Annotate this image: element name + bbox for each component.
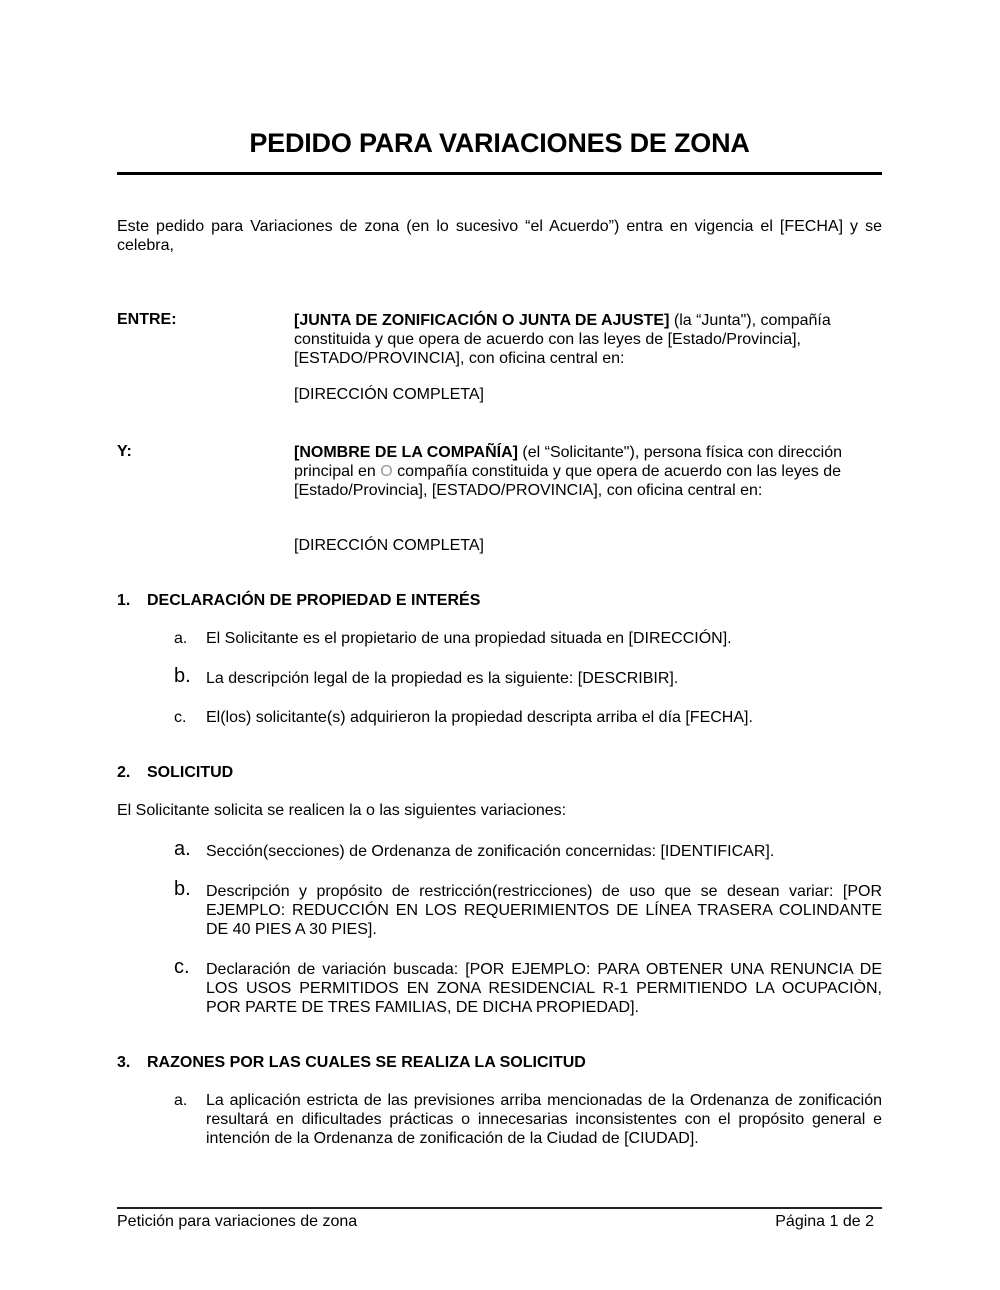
title-divider [117, 172, 882, 175]
footer-document-name: Petición para variaciones de zona [117, 1213, 358, 1230]
section-1-heading [117, 592, 480, 610]
footer-divider [117, 1207, 882, 1209]
party-y-name: [NOMBRE DE LA COMPAÑÍA] [294, 444, 518, 461]
section-1-number: 1. [117, 592, 131, 609]
item-letter: c. [174, 709, 187, 726]
document-title: PEDIDO PARA VARIACIONES DE ZONA [249, 128, 750, 158]
item-letter: c. [174, 956, 190, 978]
party-entre-line3: [ESTADO/PROVINCIA], con oficina central en: [294, 350, 625, 367]
party-label-entre: ENTRE: [117, 311, 177, 328]
section-3-number: 3. [117, 1054, 131, 1071]
party-y-address: [DIRECCIÓN COMPLETA] [294, 537, 484, 554]
party-y-line2-post: compañía constituida y que opera de acuerdo con las leyes de [392, 463, 842, 480]
party-entre-name: [JUNTA DE ZONIFICACIÓN O JUNTA DE AJUSTE] [294, 312, 670, 329]
section-1-title: DECLARACIÓN DE PROPIEDAD E INTERÉS [147, 592, 481, 609]
party-y-line3: [Estado/Provincia], [ESTADO/PROVINCIA], con oficina central en: [294, 482, 763, 499]
party-y-body [294, 443, 874, 500]
section-2-item-b [174, 878, 882, 939]
party-entre-body [294, 311, 874, 368]
intro-paragraph: Este pedido para Variaciones de zona (en lo sucesivo “el Acuerdo”) entra en vigencia el [FECHA] y se celebra, [117, 218, 882, 254]
item-letter: b. [174, 665, 191, 687]
item-text: La descripción legal de la propiedad es la siguiente: [DESCRIBIR]. [206, 670, 679, 687]
option-marker: O [380, 463, 393, 480]
item-text: Declaración de variación buscada: [POR EJEMPLO: PARA OBTENER UNA RENUNCIA DE LOS USOS PERMITIDOS EN ZONA RESIDENCIAL R-1 PERMITIENDO LA OCUPACIÒN, POR PARTE DE TRES FAMILIAS, DE DICHA PROPIEDAD]. [206, 961, 882, 1016]
party-entre-line2: constituida y que opera de acuerdo con las leyes de [Estado/Provincia], [294, 331, 801, 348]
item-letter: b. [174, 878, 191, 900]
party-label-y: Y: [117, 443, 132, 460]
item-text: El(los) solicitante(s) adquirieron la propiedad descripta arriba el día [FECHA]. [206, 709, 753, 726]
item-text: El Solicitante es el propietario de una propiedad situada en [DIRECCIÓN]. [206, 630, 732, 647]
footer-page-number: Página 1 de 2 [775, 1213, 874, 1230]
section-3-title: RAZONES POR LAS CUALES SE REALIZA LA SOLICITUD [147, 1054, 586, 1071]
section-1-item-c [174, 708, 882, 727]
section-2-heading [117, 764, 233, 782]
party-y-line2-pre: principal en [294, 463, 381, 480]
section-2-item-a [174, 838, 882, 861]
section-1-item-a [174, 629, 882, 648]
item-text: La aplicación estricta de las previsiones arriba mencionadas de la Ordenanza de zonificación resultará en dificultades prácticas o innecesarias inconsistentes con el propósito general e intención de la Ordenanza de zonificación de la Ciudad de [CIUDAD]. [206, 1092, 882, 1147]
party-y-text: (el “Solicitante"), persona física con dirección [517, 444, 843, 461]
section-3-heading [117, 1054, 586, 1072]
section-2-intro: El Solicitante solicita se realicen la o las siguientes variaciones: [117, 802, 567, 819]
section-2-number: 2. [117, 764, 131, 781]
item-letter: a. [174, 838, 191, 860]
item-letter: a. [174, 1092, 188, 1109]
item-text: Descripción y propósito de restricción(restricciones) de uso que se desean variar: [POR EJEMPLO: REDUCCIÓN EN LOS REQUERIMIENTOS DE LÍNEA TRASERA COLINDANTE DE 40 PIES A 30 PIES]. [206, 883, 882, 938]
party-entre-address: [DIRECCIÓN COMPLETA] [294, 386, 484, 403]
section-2-title: SOLICITUD [147, 764, 234, 781]
section-2-item-c [174, 956, 882, 1017]
section-1-item-b [174, 665, 882, 688]
section-3-item-a [174, 1091, 882, 1148]
party-entre-text: (la “Junta"), compañía [669, 312, 831, 329]
item-text: Sección(secciones) de Ordenanza de zonificación concernidas: [IDENTIFICAR]. [206, 843, 775, 860]
item-letter: a. [174, 630, 188, 647]
